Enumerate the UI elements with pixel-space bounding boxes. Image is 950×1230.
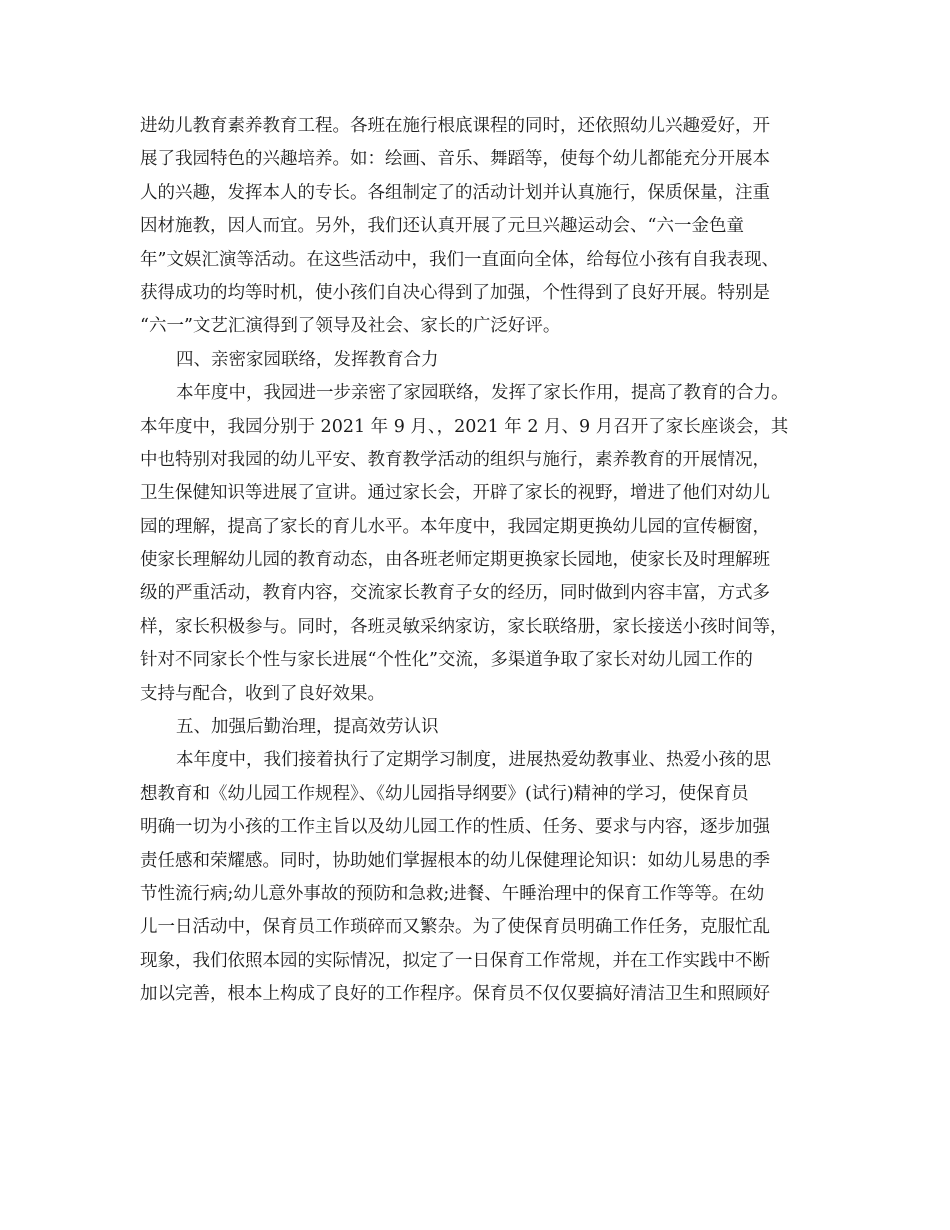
text-line: 儿一日活动中，保育员工作琐碎而又繁杂。为了使保育员明确工作任务，克服忙乱 [140,917,770,938]
document-body [140,110,830,1012]
text-line: “六一”文艺汇演得到了领导及社会、家长的广泛好评。 [140,316,561,337]
text-line: 人的兴趣，发挥本人的专长。各组制定了的活动计划并认真施行，保质保量，注重 [140,182,770,203]
text-line: 中也特别对我园的幼儿平安、教育教学活动的组织与施行，素养教育的开展情况， [140,449,770,470]
text-line: 年”文娱汇演等活动。在这些活动中，我们一直面向全体，给每位小孩有自我表现、 [140,249,779,270]
text-line: 园的理解，提高了家长的育儿水平。本年度中，我园定期更换幼儿园的宣传橱窗， [140,516,770,537]
text-line: 获得成功的均等时机，使小孩们自决心得到了加强，个性得到了良好开展。特别是 [140,282,770,303]
text-line: 责任感和荣耀感。同时，协助她们掌握根本的幼儿保健理论知识：如幼儿易患的季 [140,850,770,871]
text-line: 级的严重活动，教育内容，交流家长教育子女的经历，同时做到内容丰富，方式多 [140,583,770,604]
text-line: 现象，我们依照本园的实际情况，拟定了一日保育工作常规，并在工作实践中不断 [140,950,770,971]
text-line: 节性流行病;幼儿意外事故的预防和急救;进餐、午睡治理中的保育工作等等。在幼 [140,883,765,904]
text-line: 因材施教，因人而宜。另外，我们还认真开展了元旦兴趣运动会、“六一金色童 [140,216,744,237]
text-line: 针对不同家长个性与家长进展“个性化”交流，多渠道争取了家长对幼儿园工作的 [140,650,753,671]
text-line: 支持与配合，收到了良好效果。 [140,683,385,704]
text-line: 使家长理解幼儿园的教育动态，由各班老师定期更换家长园地，使家长及时理解班 [140,550,770,571]
paragraph-first-line: 五、加强后勤治理，提高效劳认识 [176,717,439,738]
text-line: 样，家长积极参与。同时，各班灵敏采纳家访，家长联络册，家长接送小孩时间等， [140,616,788,637]
text-line: 卫生保健知识等进展了宣讲。通过家长会，开辟了家长的视野，增进了他们对幼儿 [140,483,770,504]
text-line: 想教育和《幼儿园工作规程》、《幼儿园指导纲要》(试行)精神的学习，使保育员 [140,783,749,804]
text-line: 进幼儿教育素养教育工程。各班在施行根底课程的同时，还依照幼儿兴趣爱好，开 [140,116,770,136]
text-line: 明确一切为小孩的工作主旨以及幼儿园工作的性质、任务、要求与内容，逐步加强 [140,817,770,838]
text-line: 本年度中，我园分别于 2021 年 9 月、，2021 年 2 月、9 月召开了家长座谈会，其 [140,416,789,437]
text-line: 加以完善，根本上构成了良好的工作程序。保育员不仅仅要搞好清洁卫生和照顾好 [140,984,770,1005]
text-line: 展了我园特色的兴趣培养。如：绘画、音乐、舞蹈等，使每个幼儿都能充分开展本 [140,149,770,170]
paragraph-first-line: 本年度中，我们接着执行了定期学习制度，进展热爱幼教事业、热爱小孩的思 [176,750,771,771]
paragraph-first-line: 本年度中，我园进一步亲密了家园联络，发挥了家长作用，提高了教育的合力。 [176,383,789,404]
paragraph-first-line: 四、亲密家园联络，发挥教育合力 [176,349,439,370]
